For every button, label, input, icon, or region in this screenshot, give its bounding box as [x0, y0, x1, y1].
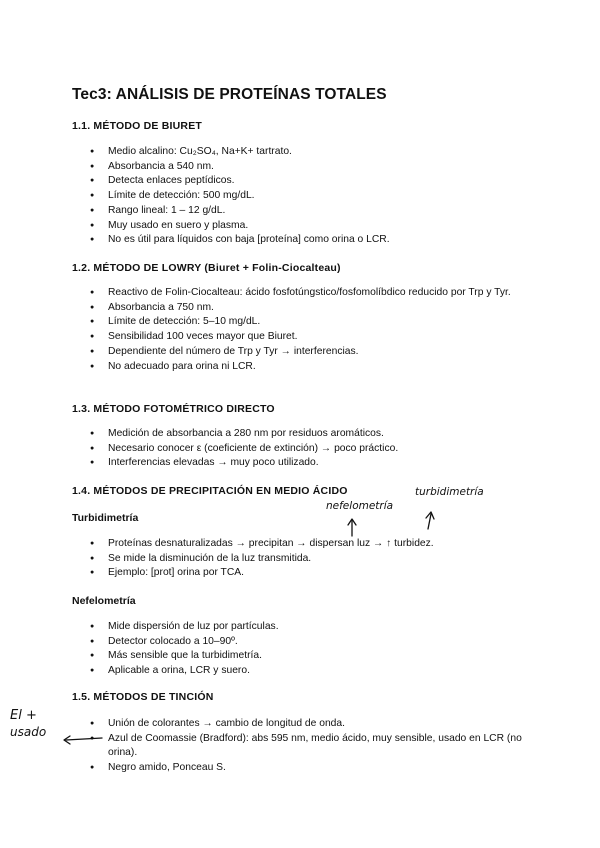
- list-item: ● Negro amido, Ponceau S.: [90, 761, 530, 776]
- section-heading-precipitacion: 1.4. MÉTODOS DE PRECIPITACIÓN EN MEDIO ÁCIDO: [72, 485, 348, 497]
- page-title: Tec3: ANÁLISIS DE PROTEÍNAS TOTALES: [72, 86, 387, 103]
- list-item: ● No adecuado para orina ni LCR.: [90, 360, 530, 375]
- list-item: ● Límite de detección: 5–10 mg/dL.: [90, 315, 530, 330]
- list-item: ● Límite de detección: 500 mg/dL.: [90, 189, 530, 204]
- section-heading-biuret: 1.1. MÉTODO DE BIURET: [72, 120, 203, 132]
- list-item: ● Detector colocado a 10–90º.: [90, 635, 530, 650]
- bullet-list-tincion: [90, 717, 530, 776]
- list-item: ● Proteínas desnaturalizadas → precipitan → dispersan luz → ↑ turbidez.: [90, 537, 530, 552]
- list-item: ● Medición de absorbancia a 280 nm por residuos aromáticos.: [90, 427, 530, 442]
- list-item: ● Unión de colorantes → cambio de longitud de onda.: [90, 717, 530, 732]
- list-item: ● Se mide la disminución de la luz transmitida.: [90, 552, 530, 567]
- list-item: ● Dependiente del número de Trp y Tyr → interferencias.: [90, 345, 530, 360]
- bullet-list-nefelometria: [90, 620, 530, 679]
- list-item: ● Aplicable a orina, LCR y suero.: [90, 664, 530, 679]
- handwritten-margin-note-line2: usado: [10, 725, 47, 739]
- list-item: ● Rango lineal: 1 – 12 g/dL.: [90, 204, 530, 219]
- handwritten-margin-note-line1: El +: [10, 708, 37, 723]
- list-item: ● Mide dispersión de luz por partículas.: [90, 620, 530, 635]
- bullet-list-biuret: [90, 145, 530, 248]
- list-item: ● Ejemplo: [prot] orina por TCA.: [90, 566, 530, 581]
- section-heading-tincion: 1.5. MÉTODOS DE TINCIÓN: [72, 691, 214, 703]
- handwritten-turbidimetria: turbidimetría: [415, 486, 484, 498]
- bullet-list-lowry: [90, 286, 530, 374]
- section-heading-lowry: 1.2. MÉTODO DE LOWRY (Biuret + Folin-Ciocalteau): [72, 262, 341, 274]
- list-item: ● Necesario conocer ε (coeficiente de extinción) → poco práctico.: [90, 442, 530, 457]
- list-item: ● Interferencias elevadas → muy poco utilizado.: [90, 456, 530, 471]
- list-item: ● Medio alcalino: Cu₂SO₄, Na+K+ tartrato.: [90, 145, 530, 160]
- list-item: ● Absorbancia a 750 nm.: [90, 301, 530, 316]
- list-item: ● Sensibilidad 100 veces mayor que Biuret.: [90, 330, 530, 345]
- bullet-list-fotometrico: [90, 427, 530, 471]
- list-item: ● Absorbancia a 540 nm.: [90, 160, 530, 175]
- list-item: ● Más sensible que la turbidimetría.: [90, 649, 530, 664]
- subsection-heading-turbidimetria: Turbidimetría: [72, 512, 139, 524]
- section-heading-fotometrico: 1.3. MÉTODO FOTOMÉTRICO DIRECTO: [72, 403, 275, 415]
- handwritten-nefelometria: nefelometría: [326, 500, 394, 512]
- list-item: ● Reactivo de Folin-Ciocalteau: ácido fosfotúngstico/fosfomolíbdico reducido por Trp y Tyr.: [90, 286, 530, 301]
- bullet-list-turbidimetria: [90, 537, 530, 581]
- up-arrow-nefelometria-icon: [348, 519, 356, 536]
- list-item: ● Azul de Coomassie (Bradford): abs 595 nm, medio ácido, muy sensible, usado en LCR (no orina).: [90, 732, 530, 761]
- list-item: ● Muy usado en suero y plasma.: [90, 219, 530, 234]
- list-item: ● No es útil para líquidos con baja [proteína] como orina o LCR.: [90, 233, 530, 248]
- list-item: ● Detecta enlaces peptídicos.: [90, 174, 530, 189]
- up-arrow-turbidimetria-icon: [426, 512, 434, 529]
- subsection-heading-nefelometria: Nefelometría: [72, 595, 136, 607]
